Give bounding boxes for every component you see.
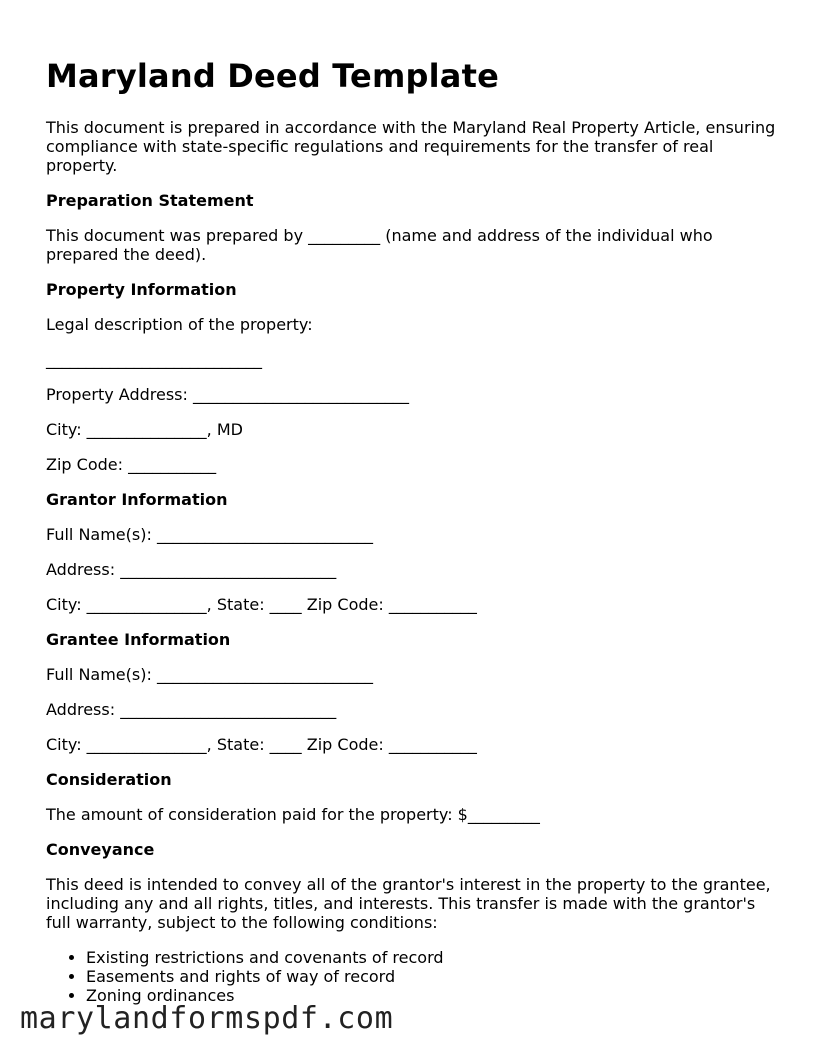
property-city-field: City: _______________, MD xyxy=(46,420,243,439)
consideration-amount-field: The amount of consideration paid for the property: $_________ xyxy=(46,805,540,824)
site-watermark: marylandformspdf.com xyxy=(20,1001,394,1036)
condition-item: • Existing restrictions and covenants of record xyxy=(86,948,776,967)
preparation-text: This document was prepared by _________ (name and address of the individual who prepared the deed). xyxy=(46,226,713,264)
condition-item: • Zoning ordinances xyxy=(86,986,776,1005)
conveyance-heading: Conveyance xyxy=(46,840,155,859)
intro-paragraph: This document is prepared in accordance with the Maryland Real Property Article, ensuring compliance with state-specific regulations and requirements for the transfer of real property. xyxy=(46,118,776,175)
grantee-city-state-zip-field: City: _______________, State: ____ Zip Code: ___________ xyxy=(46,735,477,754)
property-zip-field: Zip Code: ___________ xyxy=(46,455,217,474)
preparation-heading: Preparation Statement xyxy=(46,191,254,210)
grantor-city-state-zip-field: City: _______________, State: ____ Zip Code: ___________ xyxy=(46,595,477,614)
document-title: Maryland Deed Template xyxy=(46,57,499,95)
consideration-heading: Consideration xyxy=(46,770,172,789)
grantor-heading: Grantor Information xyxy=(46,490,228,509)
conveyance-text: This deed is intended to convey all of the grantor's interest in the property to the grantee, including any and all rights, titles, and interests. This transfer is made with the grantor's full warranty, subject to the following conditions: xyxy=(46,875,771,932)
grantee-address-field: Address: ___________________________ xyxy=(46,700,337,719)
grantor-name-field: Full Name(s): ___________________________ xyxy=(46,525,373,544)
legal-description-blank: ___________________________ xyxy=(46,350,262,369)
condition-item: • Easements and rights of way of record xyxy=(86,967,776,986)
grantor-address-field: Address: ___________________________ xyxy=(46,560,337,579)
property-heading: Property Information xyxy=(46,280,237,299)
conditions-list xyxy=(46,948,776,1005)
legal-description-label: Legal description of the property: xyxy=(46,315,313,334)
property-address-field: Property Address: ___________________________ xyxy=(46,385,409,404)
document-page xyxy=(46,56,776,1005)
grantee-name-field: Full Name(s): ___________________________ xyxy=(46,665,373,684)
grantee-heading: Grantee Information xyxy=(46,630,231,649)
